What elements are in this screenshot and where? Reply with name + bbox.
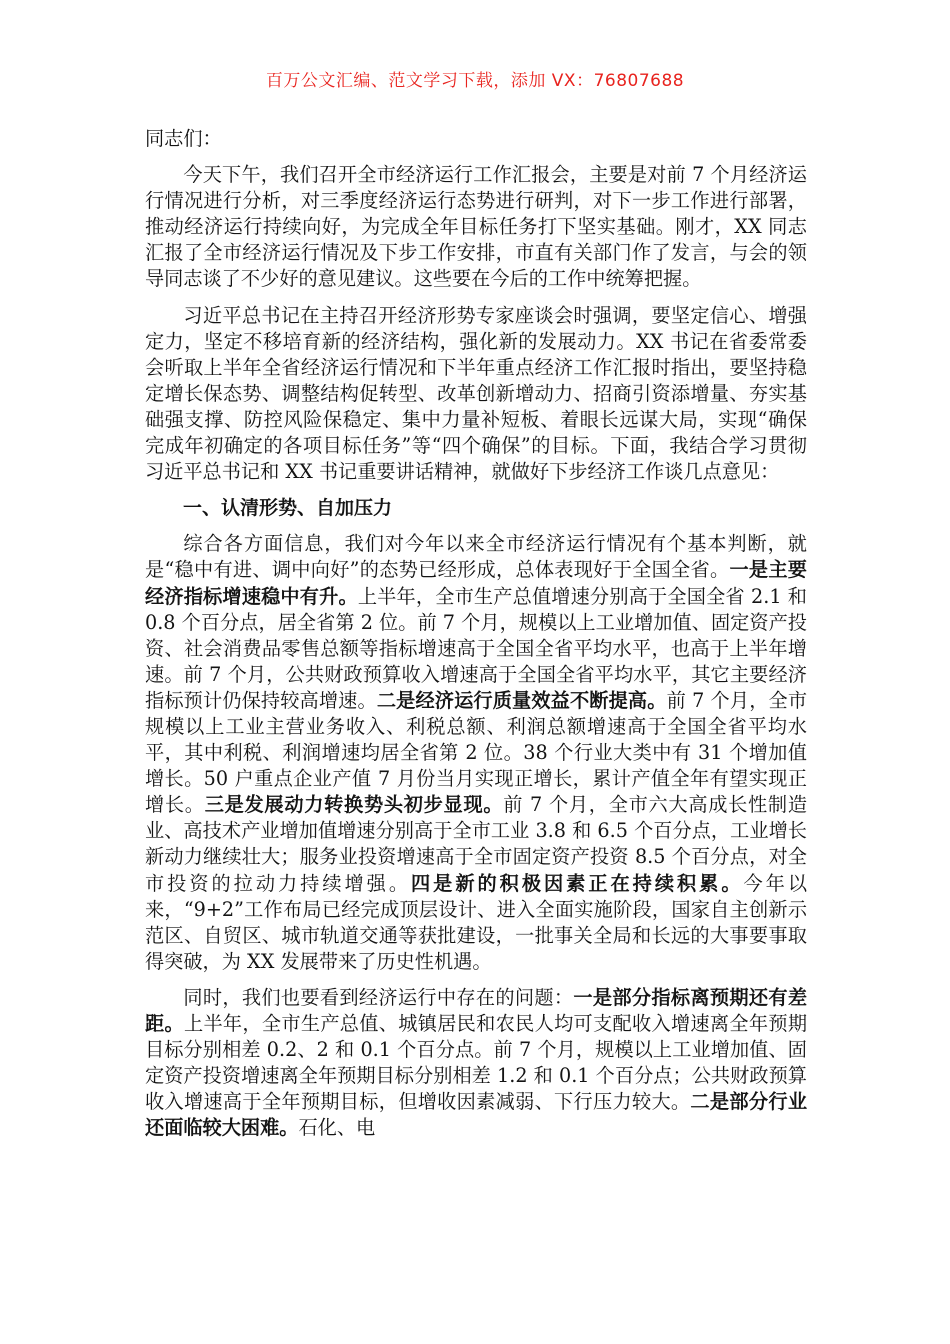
bold-point-3: 三是发展动力转换势头初步显现。 <box>204 793 504 817</box>
text-run: 前 7 个月，全市规模以上工业主营业务收入、利税总额、利润总额增速高于全国全省平均水平，其中利税、利润增速均居全省第 2 位。38 个行业大类中有 31 个增加值增长。50 户重点企业产值 7 月份当月实现正增长，累计产值全年有望实现正增长。 <box>145 688 808 817</box>
bold-problem-2: 二是部分行业还面临较大困难。 <box>145 1090 808 1140</box>
promo-header: 百万公文汇编、范文学习下载，添加 VX：76807688 <box>265 71 685 91</box>
paragraph-instructions: 习近平总书记在主持召开经济形势专家座谈会时强调，要坚定信心、增强定力，坚定不移培育新的经济结构，强化新的发展动力。XX 书记在省委常委会听取上半年全省经济运行情况和下半年重点经济工作汇报时指出，要坚持稳定增长保态势、调整结构促转型、改革创新增动力、招商引资添增量、夯实基础强支撑、防控风险保稳定、集中力量补短板、着眼长远谋大局，实现“确保完成年初确定的各项目标任务”等“四个确保”的目标。下面，我结合学习贯彻习近平总书记和 XX 书记重要讲话精神，就做好下步经济工作谈几点意见： <box>145 303 807 484</box>
text-run: 石化、电 <box>298 1116 376 1140</box>
paragraph-situation <box>145 531 807 975</box>
paragraph-intro: 今天下午，我们召开全市经济运行工作汇报会，主要是对前 7 个月经济运行情况进行分析，对三季度经济运行态势进行研判，对下一步工作进行部署，推动经济运行持续向好，为完成全年目标任务打下坚实基础。刚才，XX 同志汇报了全市经济运行情况及下步工作安排，市直有关部门作了发言，与会的领导同志谈了不少好的意见建议。这些要在今后的工作中统筹把握。 <box>145 163 807 291</box>
paragraph-problems <box>145 985 807 1142</box>
text-run: 上半年，全市生产总值、城镇居民和农民人均可支配收入增速离全年预期目标分别相差 0.2、2 和 0.1 个百分点。前 7 个月，规模以上工业增加值、固定资产投资增速离全年预期目标分别相差 1.2 和 0.1 个百分点；公共财政预算收入增速高于全年预期目标，但增收因素减弱、下行压力较大。 <box>145 1012 808 1114</box>
text-run: 上半年，全市生产总值增速分别高于全国全省 2.1 和 0.8 个百分点，居全省第 2 位。前 7 个月，规模以上工业增加值、固定资产投资、社会消费品零售总额等指标增速高于全国全省平均水平，也高于上半年增速。前 7 个月，公共财政预算收入增速高于全国全省平均水平，其它主要经济指标预计仍保持较高增速。 <box>145 584 807 712</box>
bold-point-4: 四是新的积极因素正在持续积累。 <box>411 871 744 895</box>
bold-point-2: 二是经济运行质量效益不断提高。 <box>376 688 667 712</box>
text-run: 前 7 个月，全市六大高成长性制造业、高技术产业增加值增速分别高于全市工业 3.8 和 6.5 个百分点，工业增长新动力继续壮大；服务业投资增速高于全市固定资产投资 8.5 个百分点，对全市投资的拉动力持续增强。 <box>145 793 808 895</box>
greeting: 同志们： <box>145 127 222 150</box>
bold-problem-1: 一是部分指标离预期还有差距。 <box>145 985 808 1035</box>
document-body <box>145 126 807 1151</box>
bold-point-1: 一是主要经济指标增速稳中有升。 <box>145 558 807 608</box>
text-run: 综合各方面信息，我们对今年以来全市经济运行情况有个基本判断，就是“稳中有进、调中向好”的态势已经形成，总体表现好于全国全省。 <box>145 532 807 582</box>
text-run: 同时，我们也要看到经济运行中存在的问题： <box>183 985 574 1009</box>
text-run: 今年以来，“9+2”工作布局已经完成顶层设计、进入全面实施阶段，国家自主创新示范区、自贸区、城市轨道交通等获批建设，一批事关全局和长远的大事要事取得突破，为 XX 发展带来了历史性机遇。 <box>145 871 808 973</box>
section-heading-1: 一、认清形势、自加压力 <box>183 497 393 520</box>
